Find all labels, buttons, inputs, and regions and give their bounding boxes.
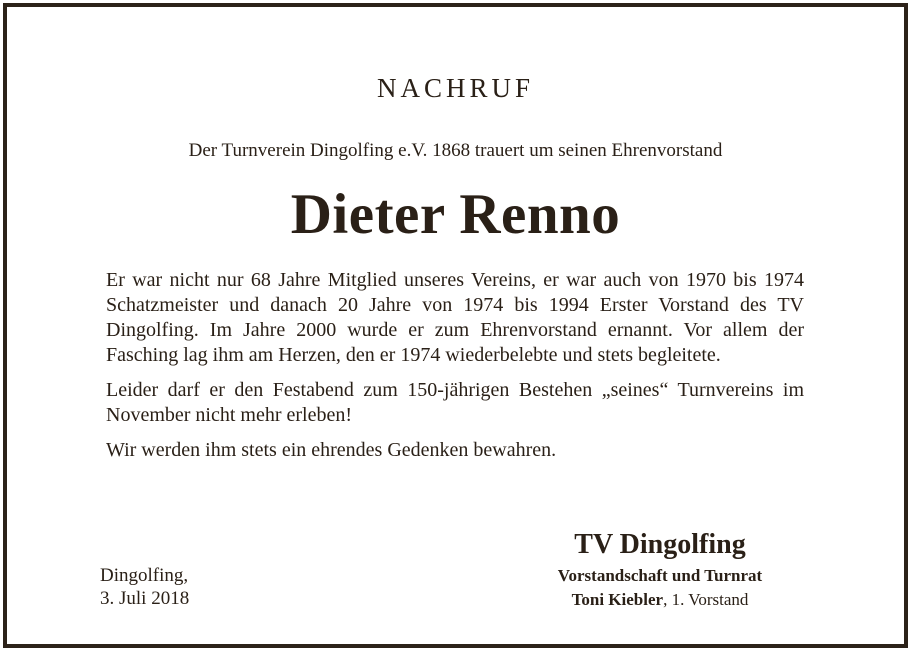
date: 3. Juli 2018 xyxy=(100,588,190,609)
signature-board: Vorstandschaft und Turnrat xyxy=(557,566,763,585)
place: Dingolfing, xyxy=(100,565,189,586)
signature-block xyxy=(520,528,800,612)
notice-body xyxy=(106,268,804,473)
paragraph-closing: Wir werden ihm stets ein ehrendes Gedenken bewahren. xyxy=(106,439,557,461)
paragraph-festabend: Leider darf er den Festabend zum 150-jährigen Bestehen „seines“ Turnvereins im November nicht mehr erleben! xyxy=(106,379,804,426)
signature-person-role: , 1. Vorstand xyxy=(663,590,749,609)
paragraph-biography: Er war nicht nur 68 Jahre Mitglied unseres Vereins, er war auch von 1970 bis 1974 Schatzmeister und danach 20 Jahre von 1974 bis 1994 Erster Vorstand des TV Dingolfing. Im Jahre 2000 wurde er zum Ehrenvorstand ernannt. Vor allem der Fasching lag ihm am Herzen, den er 1974 wiederbelebte und stets begleitete. xyxy=(106,269,804,366)
signature-person xyxy=(520,588,800,612)
place-date xyxy=(100,564,189,610)
notice-heading: NACHRUF xyxy=(376,73,535,103)
intro-line: Der Turnverein Dingolfing e.V. 1868 trauert um seinen Ehrenvorstand xyxy=(188,140,723,161)
signature-organization: TV Dingolfing xyxy=(574,529,746,560)
deceased-name: Dieter Renno xyxy=(290,183,621,246)
signature-person-name: Toni Kiebler xyxy=(571,590,664,609)
